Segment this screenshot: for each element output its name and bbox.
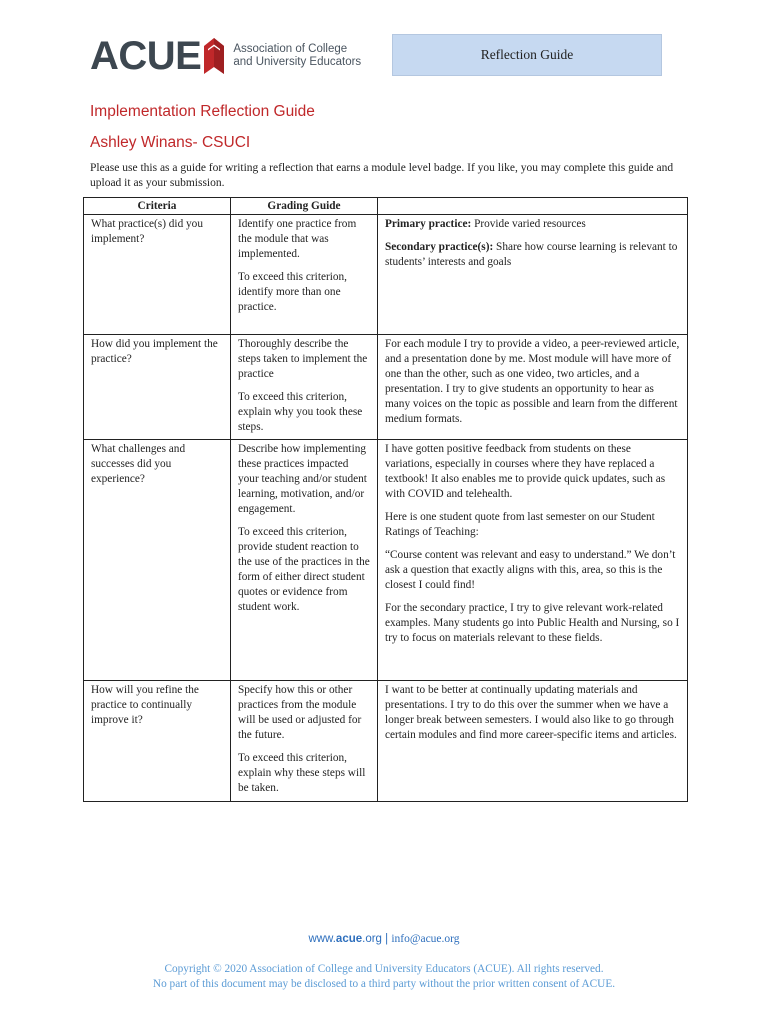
table-header-row [84, 198, 688, 215]
guide-text: Thoroughly describe the steps taken to implement the practice [238, 338, 368, 380]
copyright-notice [0, 962, 768, 992]
copyright-line2: No part of this document may be disclosed to a third party without the prior written consent of ACUE. [152, 978, 616, 990]
footer-links [0, 933, 768, 945]
logo-org-name [233, 43, 361, 69]
response-text: For each module I try to provide a video, a peer-reviewed article, and a presentation done by me. Most module will have more of one than the other, such as one video, two articles, and a presentation. I try to give students an opportunity to hear as many voices on the topic as possible and learn from the different medium formats. [385, 338, 680, 425]
email-link[interactable]: info@acue.org [391, 933, 460, 945]
guide-text: To exceed this criterion, provide student reaction to the use of the practices in the form of either direct student quotes or evidence from student work. [238, 526, 370, 613]
reflection-guide-label: Reflection Guide [392, 34, 662, 76]
criteria-cell: How did you implement the practice? [84, 335, 231, 440]
reflection-table [83, 197, 688, 802]
guide-cell [231, 215, 378, 335]
intro-paragraph: Please use this as a guide for writing a reflection that earns a module level badge. If you like, you may complete this guide and upload it as your submission. [90, 162, 674, 189]
response-cell [378, 215, 688, 335]
header-grading-guide: Grading Guide [231, 198, 378, 215]
response-text: For the secondary practice, I try to give relevant work-related examples. Many students go into Public Health and Nursing, so I try to focus on materials relevant to these fields. [385, 602, 680, 644]
response-cell [378, 335, 688, 440]
guide-text: To exceed this criterion, identify more than one practice. [238, 271, 347, 313]
page-header [0, 0, 768, 100]
criteria-cell: What challenges and successes did you experience? [84, 440, 231, 681]
header-criteria: Criteria [84, 198, 231, 215]
secondary-practice-text: Share how course learning is relevant to students’ interests and goals [385, 241, 678, 268]
response-cell [378, 440, 688, 681]
table-row [84, 440, 688, 681]
website-link[interactable]: www.acue.org [308, 933, 382, 945]
response-text [385, 240, 681, 270]
guide-cell [231, 440, 378, 681]
primary-practice-label: Primary practice: [385, 218, 472, 230]
header-response [378, 198, 688, 215]
response-text: Here is one student quote from last semester on our Student Ratings of Teaching: [385, 511, 655, 538]
guide-text: To exceed this criterion, explain why you took these steps. [238, 391, 363, 433]
acue-logo [90, 36, 361, 76]
guide-cell [231, 335, 378, 440]
bookmark-icon [204, 38, 224, 74]
logo-wordmark: ACUE [90, 34, 202, 78]
table-row [84, 681, 688, 802]
copyright-line1: Copyright © 2020 Association of College and University Educators (ACUE). All rights reserved. [164, 963, 604, 975]
author-name: Ashley Winans- CSUCI [90, 134, 251, 151]
primary-practice-text: Provide varied resources [471, 218, 586, 230]
document-title: Implementation Reflection Guide [90, 103, 315, 120]
footer-separator: | [381, 933, 392, 945]
guide-text: Specify how this or other practices from the module will be used or adjusted for the future. [238, 684, 362, 741]
guide-text: Identify one practice from the module that was implemented. [238, 218, 357, 260]
response-text [385, 217, 681, 232]
logo-org-line1: Association of College [233, 43, 348, 55]
guide-text: To exceed this criterion, explain why these steps will be taken. [238, 752, 366, 794]
secondary-practice-label: Secondary practice(s): [385, 241, 494, 253]
response-text: I have gotten positive feedback from students on these variations, especially in courses where they have replaced a textbook! It also enables me to provide quick updates, such as with COVID and telehealth. [385, 443, 666, 500]
guide-text: Describe how implementing these practices impacted your teaching and/or student learning, motivation, and/or engagement. [238, 443, 367, 515]
logo-org-line2: and University Educators [233, 56, 362, 68]
criteria-cell: What practice(s) did you implement? [84, 215, 231, 335]
guide-cell [231, 681, 378, 802]
response-text: I want to be better at continually updating materials and presentations. I try to do this over the summer when we have a longer break between semesters. I would also like to go through certain modules and find more career-specific items and articles. [385, 684, 677, 741]
criteria-cell: How will you refine the practice to continually improve it? [84, 681, 231, 802]
response-cell [378, 681, 688, 802]
table-row [84, 215, 688, 335]
response-text: “Course content was relevant and easy to understand.” We don’t ask a question that exactly aligns with this, area, so this is the closest I could find! [385, 549, 676, 591]
table-row [84, 335, 688, 440]
